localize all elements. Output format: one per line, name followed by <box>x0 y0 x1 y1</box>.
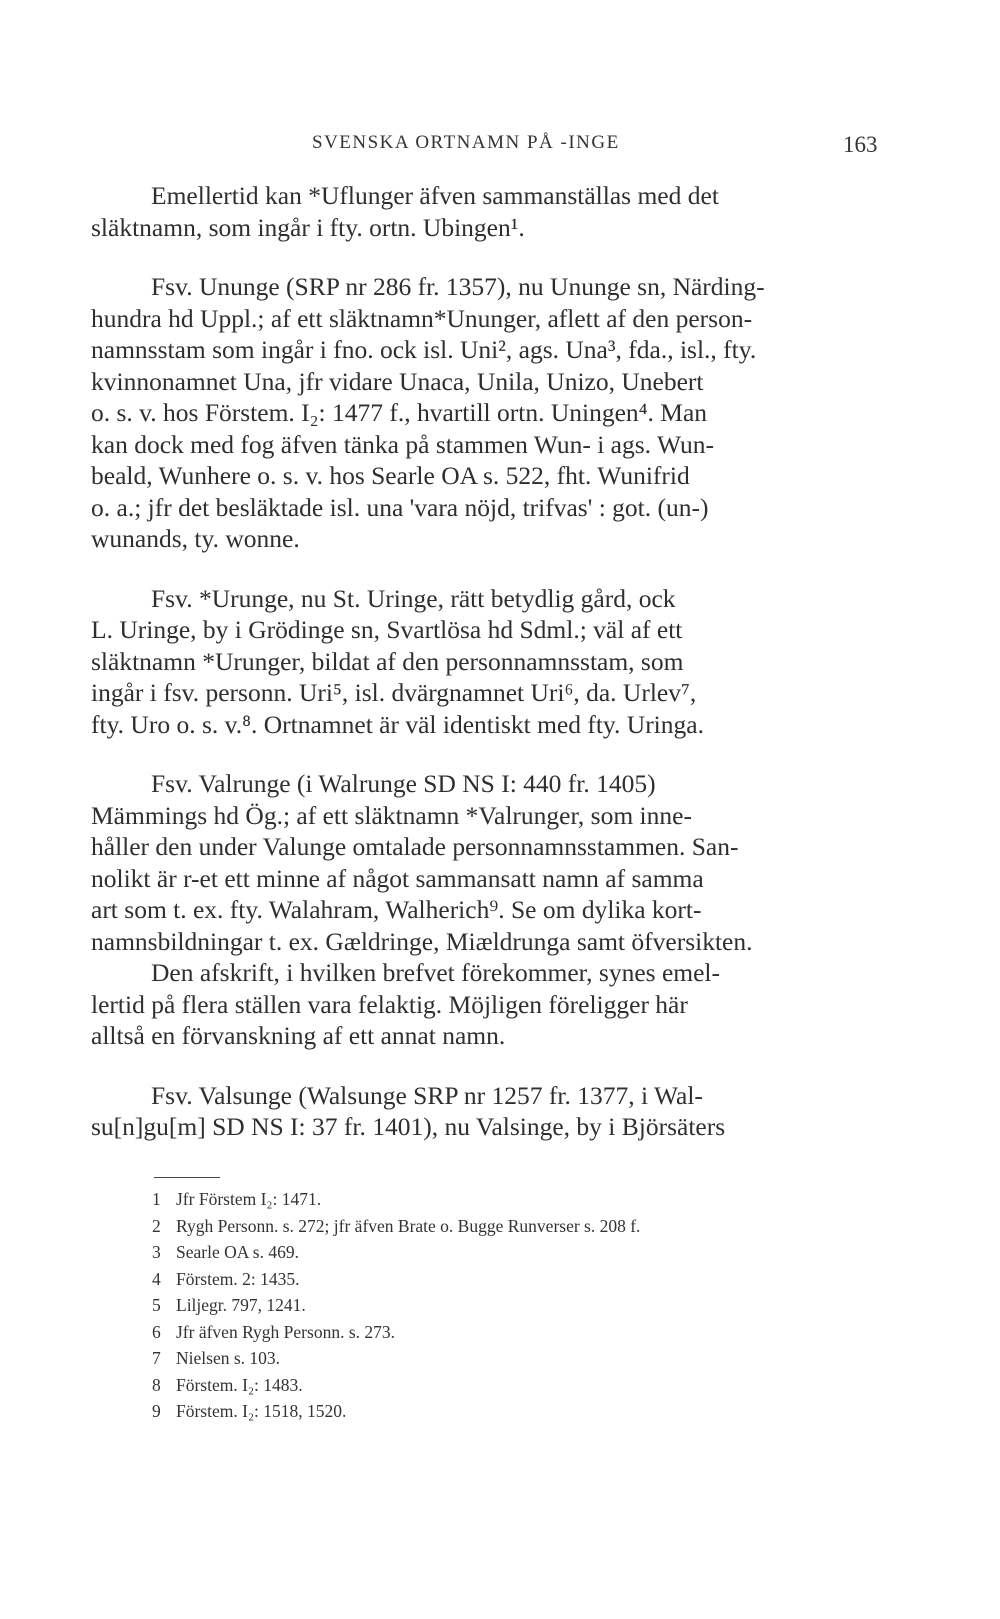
footnote-number: 3 <box>152 1242 161 1262</box>
page-number: 163 <box>843 132 878 157</box>
paragraph-valrunge <box>91 768 891 1052</box>
footnote-text: Jfr Förstem I₂: 1471. <box>176 1189 322 1209</box>
footnote-number: 8 <box>152 1374 161 1395</box>
footnote <box>152 1266 872 1293</box>
text-line: beald, Wunhere o. s. v. hos Searle OA s. 522, fht. Wunifrid <box>91 461 690 490</box>
footnote-number: 7 <box>152 1348 161 1368</box>
footnote-rule <box>154 1177 220 1178</box>
body-text <box>91 180 891 1143</box>
footnotes <box>152 1186 872 1425</box>
text-line: wunands, ty. wonne. <box>91 524 300 553</box>
footnote-number: 1 <box>152 1189 161 1209</box>
footnote-text: Liljegr. 797, 1241. <box>176 1295 306 1315</box>
paragraph-valsunge <box>91 1080 891 1143</box>
footnote-number: 6 <box>152 1321 161 1342</box>
text-line: o. s. v. hos Förstem. I₂: 1477 f., hvartill ortn. Uningen⁴. Man <box>91 398 708 427</box>
text-line: hundra hd Uppl.; af ett släktnamn*Ununger, aflett af den person- <box>91 303 753 333</box>
text-line: ingår i fsv. personn. Uri⁵, isl. dvärgnamnet Uri⁶, da. Urlev⁷, <box>91 678 697 707</box>
text-line: kvinnonamnet Una, jfr vidare Unaca, Unila, Unizo, Unebert <box>91 366 704 396</box>
text-line: Fsv. Ununge (SRP nr 286 fr. 1357), nu Ununge sn, Närding- <box>151 272 765 301</box>
text-line: o. a.; jfr det besläktade isl. una 'vara nöjd, trifvas' : got. (un-) <box>91 492 709 522</box>
footnote <box>152 1372 872 1399</box>
paragraph-gap <box>91 1052 891 1080</box>
paragraph-gap <box>91 555 891 583</box>
footnote <box>152 1292 872 1319</box>
footnote-text: Förstem. I₂: 1483. <box>176 1374 303 1395</box>
text-line: Fsv. *Urunge, nu St. Uringe, rätt betydlig gård, ock <box>151 583 676 613</box>
page-header <box>0 132 1000 162</box>
text-line: lertid på flera ställen vara felaktig. Möjligen föreligger här <box>91 989 688 1019</box>
text-line: Mämmings hd Ög.; af ett släktnamn *Valrunger, som inne- <box>91 800 692 830</box>
text-line: namnsstam som ingår i fno. ock isl. Uni², ags. Una³, fda., isl., fty. <box>91 335 757 364</box>
text-line: Emellertid kan *Uflunger äfven sammanställas med det <box>151 181 719 210</box>
footnote-text: Rygh Personn. s. 272; jfr äfven Brate o. Bugge Runverser s. 208 f. <box>176 1215 641 1236</box>
footnote-number: 2 <box>152 1215 161 1236</box>
text-line: Den afskrift, i hvilken brefvet förekommer, synes emel- <box>151 958 720 987</box>
paragraph-gap <box>91 740 891 768</box>
paragraph-uflunger <box>91 180 891 243</box>
text-line: släktnamn *Urunger, bildat af den personnamnsstam, som <box>91 646 684 676</box>
footnote-text: Nielsen s. 103. <box>176 1348 281 1368</box>
footnote-text: Searle OA s. 469. <box>176 1242 299 1262</box>
footnote-text: Förstem. 2: 1435. <box>176 1268 300 1289</box>
footnote-text: Jfr äfven Rygh Personn. s. 273. <box>176 1321 395 1342</box>
text-line: su[n]gu[m] SD NS I: 37 fr. 1401), nu Valsinge, by i Björsäters <box>91 1112 726 1141</box>
text-line: L. Uringe, by i Grödinge sn, Svartlösa hd Sdml.; väl af ett <box>91 615 683 644</box>
footnote-number: 4 <box>152 1268 161 1289</box>
footnote-text: Förstem. I₂: 1518, 1520. <box>176 1401 347 1421</box>
text-line: namnsbildningar t. ex. Gældringe, Miældrunga samt öfversikten. <box>91 926 753 956</box>
footnote <box>152 1398 872 1425</box>
footnote <box>152 1213 872 1240</box>
text-line: kan dock med fog äfven tänka på stammen Wun- i ags. Wun- <box>91 429 714 459</box>
text-line: art som t. ex. fty. Walahram, Walherich⁹. Se om dylika kort- <box>91 895 702 924</box>
footnote <box>152 1319 872 1346</box>
paragraph-urunge <box>91 583 891 741</box>
footnote-number: 5 <box>152 1295 161 1315</box>
paragraph-gap <box>91 243 891 271</box>
text-line: Fsv. Valrunge (i Walrunge SD NS I: 440 fr. 1405) <box>151 769 656 798</box>
text-line: håller den under Valunge omtalade personnamnsstammen. San- <box>91 832 739 861</box>
paragraph-ununge <box>91 271 891 555</box>
text-line: Fsv. Valsunge (Walsunge SRP nr 1257 fr. 1377, i Wal- <box>151 1080 703 1110</box>
footnote-number: 9 <box>152 1401 161 1421</box>
text-line: alltså en förvanskning af ett annat namn. <box>91 1021 506 1050</box>
text-line: fty. Uro o. s. v.⁸. Ortnamnet är väl identiskt med fty. Uringa. <box>91 709 704 739</box>
footnote <box>152 1186 872 1213</box>
running-head: SVENSKA ORTNAMN PÅ -INGE <box>312 132 620 153</box>
text-line: nolikt är r-et ett minne af något sammansatt namn af samma <box>91 863 704 893</box>
text-line: släktnamn, som ingår i fty. ortn. Ubingen¹. <box>91 212 525 242</box>
footnote <box>152 1239 872 1266</box>
footnote <box>152 1345 872 1372</box>
